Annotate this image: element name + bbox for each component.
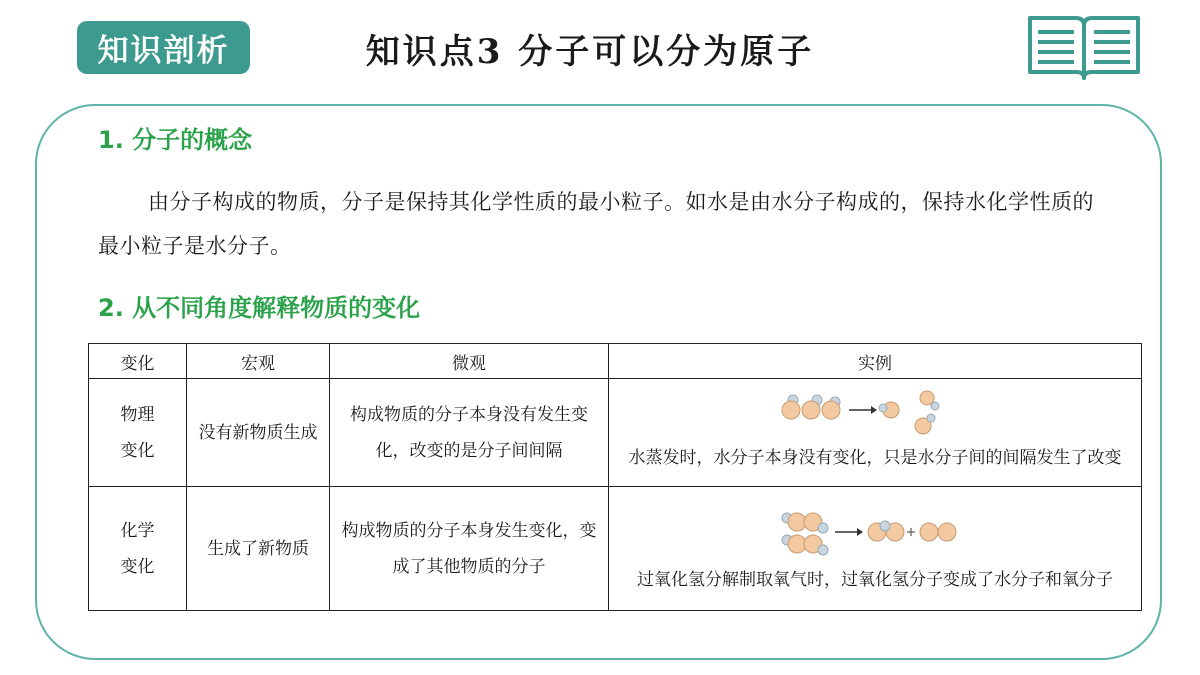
header-macro: 宏观	[187, 344, 330, 379]
water-molecule-spread	[879, 391, 939, 434]
water-molecule	[868, 521, 904, 541]
concept-paragraph: 由分子构成的物质，分子是保持其化学性质的最小粒子。如水是由水分子构成的，保持水化学性质的最小粒子是水分子。	[98, 190, 1094, 258]
section-title-explain: 2. 从不同角度解释物质的变化	[98, 294, 421, 322]
page-title: 知识点3 分子可以分为原子	[365, 31, 815, 72]
change-type-line: 化学	[120, 520, 155, 541]
change-type-cell	[89, 487, 187, 611]
arrow-icon	[835, 528, 863, 536]
table-row	[89, 487, 1142, 611]
oxygen-molecule	[920, 523, 956, 541]
macro-cell: 生成了新物质	[187, 487, 330, 611]
change-table	[88, 343, 1142, 611]
hydrogen-peroxide-decomposition-diagram	[779, 506, 979, 562]
micro-cell: 构成物质的分子本身发生变化，变成了其他物质的分子	[330, 487, 609, 611]
example-cell	[609, 379, 1142, 487]
micro-cell: 构成物质的分子本身没有发生变化，改变的是分子间间隔	[330, 379, 609, 487]
example-cell	[609, 487, 1142, 611]
example-text: 水蒸发时，水分子本身没有变化，只是水分子间的间隔发生了改变	[628, 447, 1122, 468]
table-header-row	[89, 344, 1142, 379]
header-change: 变化	[89, 344, 187, 379]
change-type-line: 变化	[120, 440, 155, 461]
example-text: 过氧化氢分解制取氧气时，过氧化氢分子变成了水分子和氧分子	[637, 569, 1113, 590]
plus-icon	[907, 528, 915, 536]
change-type-line: 变化	[120, 556, 155, 577]
header-micro: 微观	[330, 344, 609, 379]
book-icon	[1026, 10, 1142, 82]
hydrogen-peroxide-molecule	[782, 513, 828, 555]
arrow-icon	[849, 406, 877, 414]
water-evaporation-diagram	[777, 390, 977, 440]
macro-cell: 没有新物质生成	[187, 379, 330, 487]
change-type-cell	[89, 379, 187, 487]
section-title-concept: 1. 分子的概念	[98, 126, 253, 154]
water-molecule-close	[782, 395, 840, 419]
header-example: 实例	[609, 344, 1142, 379]
section-badge: 知识剖析	[77, 21, 250, 74]
table-row	[89, 379, 1142, 487]
change-type-line: 物理	[120, 404, 155, 425]
